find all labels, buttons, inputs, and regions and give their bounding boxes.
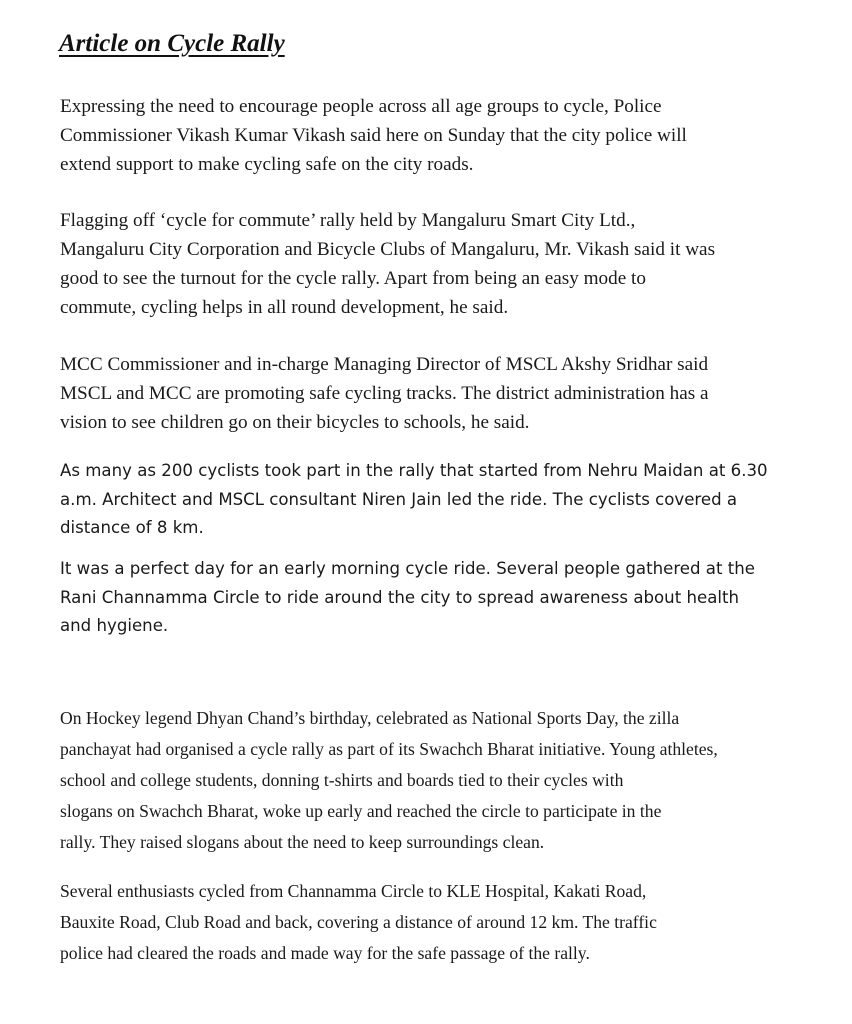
paragraph-line: Mangaluru City Corporation and Bicycle Clubs of Mangaluru, Mr. Vikash said it was bbox=[60, 239, 716, 260]
paragraph-line: It was a perfect day for an early morning cycle ride. Several people gathered at the bbox=[60, 559, 755, 578]
paragraph-line: extend support to make cycling safe on the city roads. bbox=[60, 154, 474, 175]
paragraph-line: and hygiene. bbox=[60, 616, 169, 635]
paragraph-line: MSCL and MCC are promoting safe cycling tracks. The district administration has a bbox=[60, 383, 709, 404]
paragraph-line: a.m. Architect and MSCL consultant Niren Jain led the ride. The cyclists covered a bbox=[60, 489, 738, 509]
paragraph-line: school and college students, donning t-shirts and boards tied to their cycles with bbox=[60, 770, 624, 790]
paragraph-enthusiasts-route bbox=[60, 876, 820, 969]
paragraph-line: commute, cycling helps in all round development, he said. bbox=[60, 297, 509, 318]
paragraph-line: panchayat had organised a cycle rally as part of its Swachch Bharat initiative. Young athletes, bbox=[60, 739, 718, 759]
paragraph-line: MCC Commissioner and in-charge Managing Director of MSCL Akshy Sridhar said bbox=[60, 354, 709, 375]
paragraph-line: Several enthusiasts cycled from Channamma Circle to KLE Hospital, Kakati Road, bbox=[60, 881, 647, 901]
paragraph-line: distance of 8 km. bbox=[60, 518, 204, 537]
paragraph-line: As many as 200 cyclists took part in the rally that started from Nehru Maidan at 6.30 bbox=[60, 461, 768, 480]
paragraph-line: Expressing the need to encourage people across all age groups to cycle, Police bbox=[60, 96, 662, 117]
paragraph-line: Rani Channamma Circle to ride around the city to spread awareness about health bbox=[60, 587, 739, 607]
paragraph-mcc-commissioner bbox=[60, 350, 820, 437]
paragraph-line: Flagging off ‘cycle for commute’ rally held by Mangaluru Smart City Ltd., bbox=[60, 210, 636, 231]
paragraph-cyclists-count bbox=[60, 457, 820, 543]
paragraph-line: police had cleared the roads and made way for the safe passage of the rally. bbox=[60, 943, 590, 963]
paragraph-line: rally. They raised slogans about the need to keep surroundings clean. bbox=[60, 832, 545, 852]
paragraph-line: vision to see children go on their bicycles to schools, he said. bbox=[60, 412, 530, 433]
paragraph-police-commissioner bbox=[60, 92, 820, 179]
paragraph-flagging-off bbox=[60, 206, 820, 322]
paragraph-sports-day bbox=[60, 703, 820, 858]
paragraph-line: On Hockey legend Dhyan Chand’s birthday, celebrated as National Sports Day, the zilla bbox=[60, 708, 680, 728]
paragraph-line: good to see the turnout for the cycle rally. Apart from being an easy mode to bbox=[60, 268, 646, 289]
paragraph-line: Bauxite Road, Club Road and back, covering a distance of around 12 km. The traffic bbox=[60, 912, 657, 932]
paragraph-perfect-day bbox=[60, 555, 820, 641]
article-title: Article on Cycle Rally bbox=[59, 30, 285, 57]
paragraph-line: Commissioner Vikash Kumar Vikash said here on Sunday that the city police will bbox=[60, 125, 687, 146]
paragraph-line: slogans on Swachch Bharat, woke up early and reached the circle to participate in the bbox=[60, 801, 662, 821]
